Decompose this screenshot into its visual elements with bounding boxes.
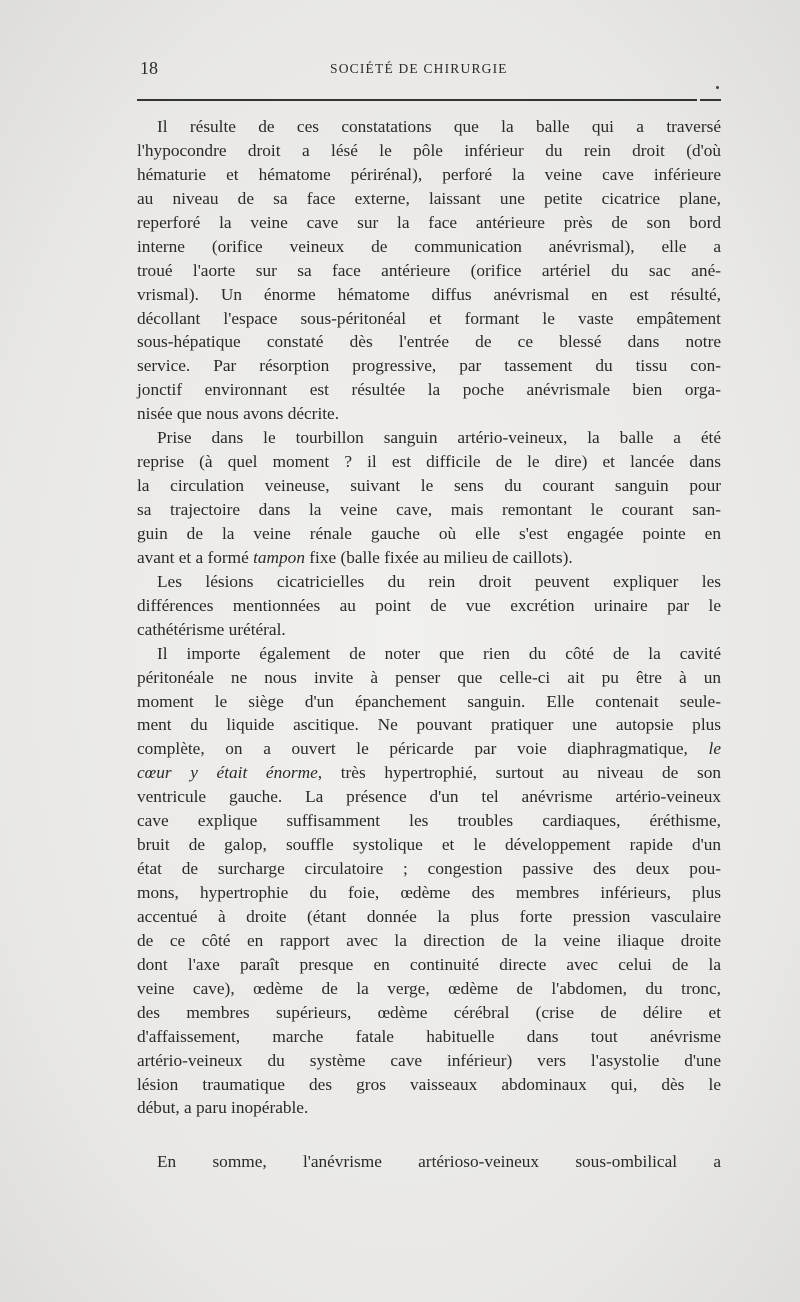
text-line	[137, 929, 721, 953]
text-segment: fixe (balle fixée au milieu de caillots).	[304, 547, 573, 567]
text-line	[137, 450, 721, 474]
text-segment: complète, on a ouvert le péricarde par voie diaphragmatique,	[137, 739, 709, 759]
text-segment: vrismal). Un énorme hématome diffus anévrismal en est résulté,	[137, 284, 721, 304]
text-line	[137, 1025, 721, 1049]
text-segment: jonctif environnant est résultée la poche anévrismale bien orga-	[137, 380, 721, 400]
text-line	[137, 857, 721, 881]
italic-text: cœur y était énorme	[137, 763, 318, 783]
text-segment: état de surcharge circulatoire ; congestion passive des deux pou-	[137, 859, 721, 879]
text-line	[137, 1049, 721, 1073]
text-segment: ment du liquide ascitique. Ne pouvant pratiquer une autopsie plus	[137, 715, 721, 735]
closing-line: En somme, l'anévrisme artérioso-veineux sous-ombilical a	[157, 1152, 721, 1171]
print-speck	[716, 86, 719, 89]
text-line	[137, 1096, 721, 1120]
text-segment: sous-hépatique constaté dès l'entrée de ce blessé dans notre	[137, 332, 721, 352]
text-line	[137, 235, 721, 259]
text-line	[137, 546, 721, 570]
text-line	[137, 307, 721, 331]
text-line	[137, 785, 721, 809]
text-line	[137, 474, 721, 498]
text-segment: péritonéale ne nous invite à penser que celle-ci ait pu être à un	[137, 667, 721, 687]
header-rule-end	[700, 99, 721, 101]
text-segment: ventricule gauche. La présence d'un tel anévrisme artério-veineux	[137, 787, 721, 807]
text-segment: , très hypertrophié, surtout au niveau de son	[317, 763, 721, 783]
text-segment: Il importe également de noter que rien du côté de la cavité	[157, 643, 721, 663]
text-segment: service. Par résorption progressive, par tassement du tissu con-	[137, 356, 721, 376]
text-segment: des membres supérieurs, œdème cérébral (crise de délire et	[137, 1002, 721, 1022]
paragraph	[137, 426, 721, 570]
text-line	[137, 1001, 721, 1025]
text-line	[137, 666, 721, 690]
text-line	[137, 139, 721, 163]
text-line	[137, 211, 721, 235]
text-segment: de ce côté en rapport avec la direction de la veine iliaque droite	[137, 930, 721, 950]
paragraph	[137, 570, 721, 642]
text-line	[137, 953, 721, 977]
text-segment: nisée que nous avons décrite.	[137, 404, 340, 424]
text-segment: guin de la veine rénale gauche où elle s'est engagée pointe en	[137, 523, 721, 543]
text-segment: Prise dans le tourbillon sanguin artério-veineux, la balle a été	[157, 428, 721, 448]
header-rule	[137, 99, 697, 101]
paragraph	[137, 115, 721, 426]
text-segment: interne (orifice veineux de communication anévrismal), elle a	[137, 236, 721, 256]
text-segment: cathétérisme urétéral.	[137, 619, 286, 639]
text-line	[137, 426, 721, 450]
body-text	[137, 115, 721, 1120]
text-segment: reperforé la veine cave sur la face antérieure près de son bord	[137, 212, 721, 232]
text-line	[137, 115, 721, 139]
text-line	[137, 881, 721, 905]
running-title: SOCIÉTÉ DE CHIRURGIE	[330, 61, 508, 76]
text-line	[137, 498, 721, 522]
text-segment: cave explique suffisamment les troubles cardiaques, éréthisme,	[137, 811, 721, 831]
text-line	[137, 330, 721, 354]
text-line	[137, 713, 721, 737]
text-line	[137, 378, 721, 402]
text-line	[137, 737, 721, 761]
text-segment: troué l'aorte sur sa face antérieure (orifice artériel du sac ané-	[137, 260, 721, 280]
italic-text: tampon	[253, 547, 305, 567]
text-segment: au niveau de sa face externe, laissant une petite cicatrice plane,	[137, 188, 721, 208]
text-line	[137, 259, 721, 283]
text-segment: avant et a formé	[137, 547, 254, 567]
text-line	[137, 761, 721, 785]
text-line	[137, 1073, 721, 1097]
text-segment: accentué à droite (étant donnée la plus forte pression vasculaire	[137, 906, 721, 926]
text-line	[137, 283, 721, 307]
paragraph	[137, 642, 721, 1121]
text-line	[137, 187, 721, 211]
text-line	[137, 354, 721, 378]
text-line	[137, 570, 721, 594]
text-segment: mons, hypertrophie du foie, œdème des membres inférieurs, plus	[137, 883, 721, 902]
text-line	[137, 522, 721, 546]
text-segment: différences mentionnées au point de vue excrétion urinaire par le	[137, 595, 721, 615]
closing-paragraph	[137, 1150, 721, 1174]
text-segment: Les lésions cicatricielles du rein droit peuvent expliquer les	[157, 571, 721, 591]
text-segment: l'hypocondre droit a lésé le pôle inférieur du rein droit (d'où	[137, 140, 721, 160]
text-segment: dont l'axe paraît presque en continuité directe avec celui de la	[137, 954, 721, 974]
text-segment: début, a paru inopérable.	[137, 1098, 309, 1118]
text-line	[137, 833, 721, 857]
text-segment: moment le siège d'un épanchement sanguin. Elle contenait seule-	[137, 691, 721, 711]
text-line	[137, 809, 721, 833]
italic-text: le	[708, 739, 721, 759]
text-line	[137, 977, 721, 1001]
text-segment: décollant l'espace sous-péritonéal et formant le vaste empâtement	[137, 308, 721, 328]
text-line	[137, 618, 721, 642]
text-segment: reprise (à quel moment ? il est difficile de le dire) et lancée dans	[137, 452, 721, 472]
text-segment: d'affaissement, marche fatale habituelle dans tout anévrisme	[137, 1026, 721, 1046]
page-number: 18	[140, 58, 158, 78]
text-segment: sa trajectoire dans la veine cave, mais remontant le courant san-	[137, 500, 721, 519]
text-line	[137, 905, 721, 929]
text-line	[137, 594, 721, 618]
text-segment: lésion traumatique des gros vaisseaux abdominaux qui, dès le	[137, 1074, 721, 1094]
text-segment: artério-veineux du système cave inférieur) vers l'asystolie d'une	[137, 1050, 721, 1070]
text-line	[137, 642, 721, 666]
text-line	[137, 690, 721, 714]
text-segment: Il résulte de ces constatations que la balle qui a traversé	[157, 117, 721, 136]
text-segment: hématurie et hématome périrénal), perforé la veine cave inférieure	[137, 164, 721, 184]
text-segment: bruit de galop, souffle systolique et le développement rapide d'un	[137, 835, 721, 855]
text-segment: la circulation veineuse, suivant le sens du courant sanguin pour	[137, 476, 721, 496]
text-segment: veine cave), œdème de la verge, œdème de l'abdomen, du tronc,	[137, 978, 721, 998]
text-line	[137, 402, 721, 426]
text-line	[137, 163, 721, 187]
